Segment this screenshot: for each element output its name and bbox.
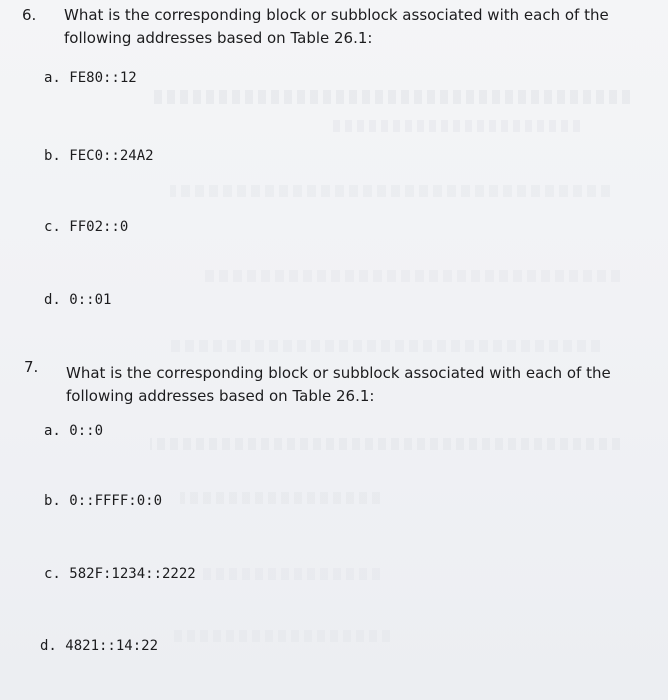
question-text-line: following addresses based on Table 26.1: <box>64 29 373 47</box>
answer-option: c. FF02::0 <box>44 219 129 235</box>
answer-option: d. 4821::14:22 <box>40 638 159 654</box>
answer-option: c. 582F:1234::2222 <box>44 566 196 582</box>
question-number: 6. <box>22 6 37 24</box>
answer-option: b. FEC0::24A2 <box>44 148 154 164</box>
bleed-through-mark <box>200 568 380 580</box>
bleed-through-mark <box>200 270 620 282</box>
question-text-line: What is the corresponding block or subblock associated with each of the <box>64 6 609 24</box>
bleed-through-mark <box>330 120 580 132</box>
question-text <box>66 362 626 408</box>
bleed-through-mark <box>150 90 630 104</box>
bleed-through-mark <box>170 185 610 197</box>
question-text-line: following addresses based on Table 26.1: <box>66 387 375 405</box>
answer-option: a. FE80::12 <box>44 70 137 86</box>
bleed-through-mark <box>170 340 600 352</box>
bleed-through-mark <box>150 438 620 450</box>
question-number: 7. <box>24 358 39 376</box>
bleed-through-mark <box>180 492 380 504</box>
question-text <box>64 4 624 50</box>
answer-option: a. 0::0 <box>44 423 104 439</box>
answer-option: d. 0::01 <box>44 292 112 308</box>
question-text-line: What is the corresponding block or subblock associated with each of the <box>66 364 611 382</box>
answer-option: b. 0::FFFF:0:0 <box>44 493 163 509</box>
bleed-through-mark <box>170 630 390 642</box>
